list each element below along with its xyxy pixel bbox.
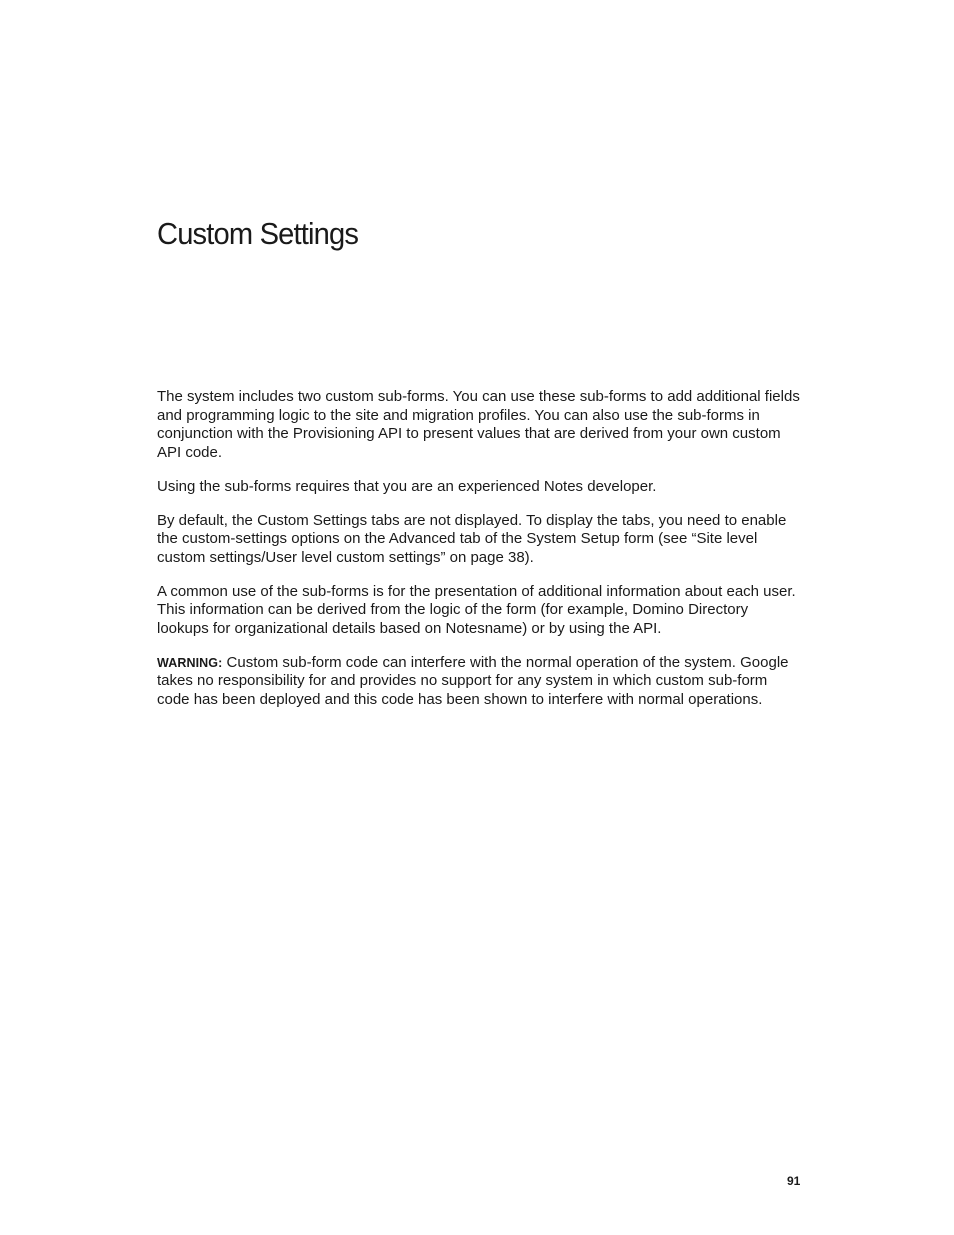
warning-text: Custom sub-form code can interfere with the normal operation of the system. Google takes no responsibility for and provides no support for any system in which custom sub-form code has been deployed and this code has been shown to interfere with normal operations. [157,653,789,709]
page-number: 91 [787,1174,801,1188]
body-text [157,388,802,725]
paragraph-requirement: Using the sub-forms requires that you are an experienced Notes developer. [157,477,657,495]
warning-label: WARNING: [157,655,223,670]
page-title: Custom Settings [157,216,359,251]
warning-paragraph [157,654,802,710]
paragraph-default-display: By default, the Custom Settings tabs are not displayed. To display the tabs, you need to enable the custom-settings options on the Advanced tab of the System Setup form (see “Site level custom settings/User level custom settings” on page 38). [157,511,787,566]
paragraph-intro: The system includes two custom sub-forms. You can use these sub-forms to add additional fields and programming logic to the site and migration profiles. You can also use the sub-forms in conjunction with the Provisioning API to present values that are derived from your own custom API code. [157,388,800,462]
paragraph-common-use: A common use of the sub-forms is for the presentation of additional information about each user. This information can be derived from the logic of the form (for example, Domino Directory lookups for organizational details based on Notesname) or by using the API. [157,582,796,638]
